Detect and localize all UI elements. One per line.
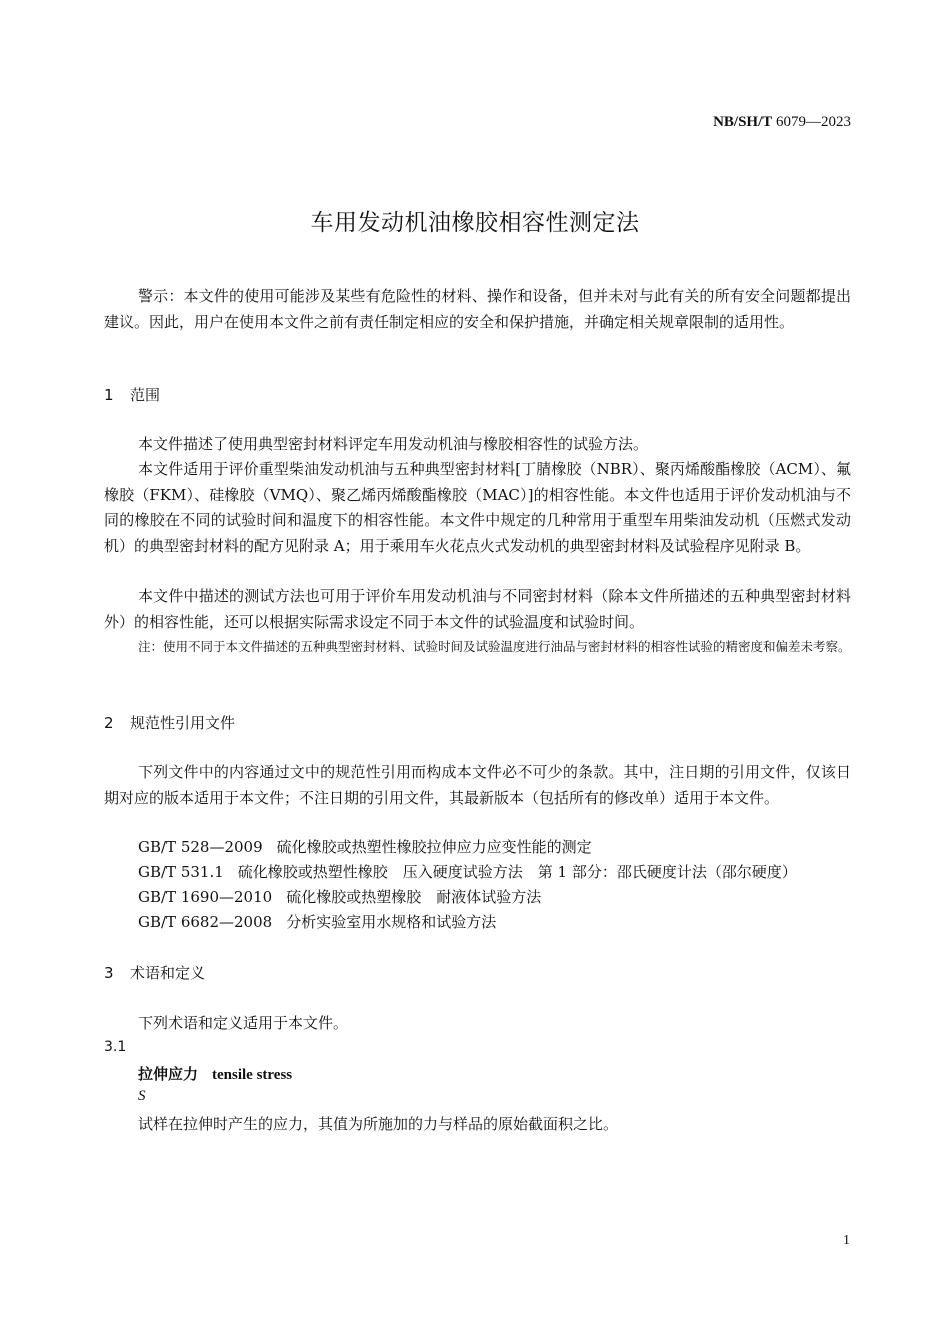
reference-item — [138, 885, 797, 910]
term-number: 3.1 — [104, 1039, 127, 1055]
reference-code: GB/T 6682—2008 — [138, 913, 273, 931]
section-1-paragraph-1: 本文件描述了使用典型密封材料评定车用发动机油与橡胶相容性的试验方法。 — [138, 435, 649, 453]
section-1-heading — [104, 384, 160, 405]
reference-title: 分析实验室用水规格和试验方法 — [286, 913, 497, 931]
standard-prefix: NB/SH/T — [713, 114, 773, 130]
warning-paragraph: 警示：本文件的使用可能涉及某些有危险性的材料、操作和设备，但并未对与此有关的所有安全问题都提出建议。因此，用户在使用本文件之前有责任制定相应的安全和保护措施，并确定相关规章限制的适用性。 — [104, 287, 851, 331]
section-3-heading — [104, 962, 205, 983]
section-1-number: 1 — [104, 386, 114, 404]
reference-title: 硫化橡胶或热塑橡胶 耐液体试验方法 — [286, 888, 542, 906]
term-chinese: 拉伸应力 — [138, 1065, 199, 1083]
section-2-number: 2 — [104, 714, 114, 732]
section-1-paragraph-3: 本文件中描述的测试方法也可用于评价车用发动机油与不同密封材料（除本文件所描述的五种典型密封材料外）的相容性能，还可以根据实际需求设定不同于本文件的试验温度和试验时间。 — [104, 587, 851, 631]
term-definition: 试样在拉伸时产生的应力，其值为所施加的力与样品的原始截面积之比。 — [138, 1115, 619, 1133]
section-2-heading — [104, 712, 235, 733]
section-2-title: 规范性引用文件 — [130, 714, 236, 732]
term-english: tensile stress — [212, 1067, 293, 1083]
section-1-note: 注：使用不同于本文件描述的五种典型密封材料、试验时间及试验温度进行油品与密封材料的相容性试验的精密度和偏差未考察。 — [138, 639, 851, 654]
reference-item — [138, 910, 797, 935]
reference-code: GB/T 531.1 — [138, 863, 224, 881]
reference-code: GB/T 528—2009 — [138, 838, 263, 856]
section-1-paragraph-2: 本文件适用于评价重型柴油发动机油与五种典型密封材料[丁腈橡胶（NBR）、聚丙烯酸酯橡胶（ACM）、氟橡胶（FKM）、硅橡胶（VMQ）、聚乙烯丙烯酸酯橡胶（MAC）]的相容性能。本文件也适用于评价发动机油与不同的橡胶在不同的试验时间和温度下的相容性能。本文件中规定的几种常用于重型车用柴油发动机（压燃式发动机）的典型密封材料的配方见附录 A；用于乘用车火花点火式发动机的典型密封材料及试验程序见附录 B。 — [104, 460, 851, 555]
reference-code: GB/T 1690—2010 — [138, 888, 273, 906]
document-title: 车用发动机油橡胶相容性测定法 — [310, 210, 640, 236]
reference-list — [138, 835, 797, 935]
section-1-title: 范围 — [130, 386, 161, 404]
standard-code — [713, 114, 851, 131]
term-symbol: S — [138, 1088, 146, 1104]
term-entry — [138, 1063, 292, 1084]
reference-item — [138, 860, 797, 885]
standard-number: 6079—2023 — [776, 114, 851, 130]
section-3-number: 3 — [104, 964, 114, 982]
page-number: 1 — [843, 1233, 850, 1248]
reference-title: 硫化橡胶或热塑性橡胶拉伸应力应变性能的测定 — [276, 838, 592, 856]
reference-title: 硫化橡胶或热塑性橡胶 压入硬度试验方法 第 1 部分：邵氏硬度计法（邵尔硬度） — [237, 863, 797, 881]
section-3-intro: 下列术语和定义适用于本文件。 — [138, 1014, 349, 1032]
section-3-title: 术语和定义 — [130, 964, 206, 982]
section-2-intro: 下列文件中的内容通过文中的规范性引用而构成本文件必不可少的条款。其中，注日期的引用文件，仅该日期对应的版本适用于本文件；不注日期的引用文件，其最新版本（包括所有的修改单）适用于本文件。 — [104, 763, 851, 807]
reference-item — [138, 835, 797, 860]
